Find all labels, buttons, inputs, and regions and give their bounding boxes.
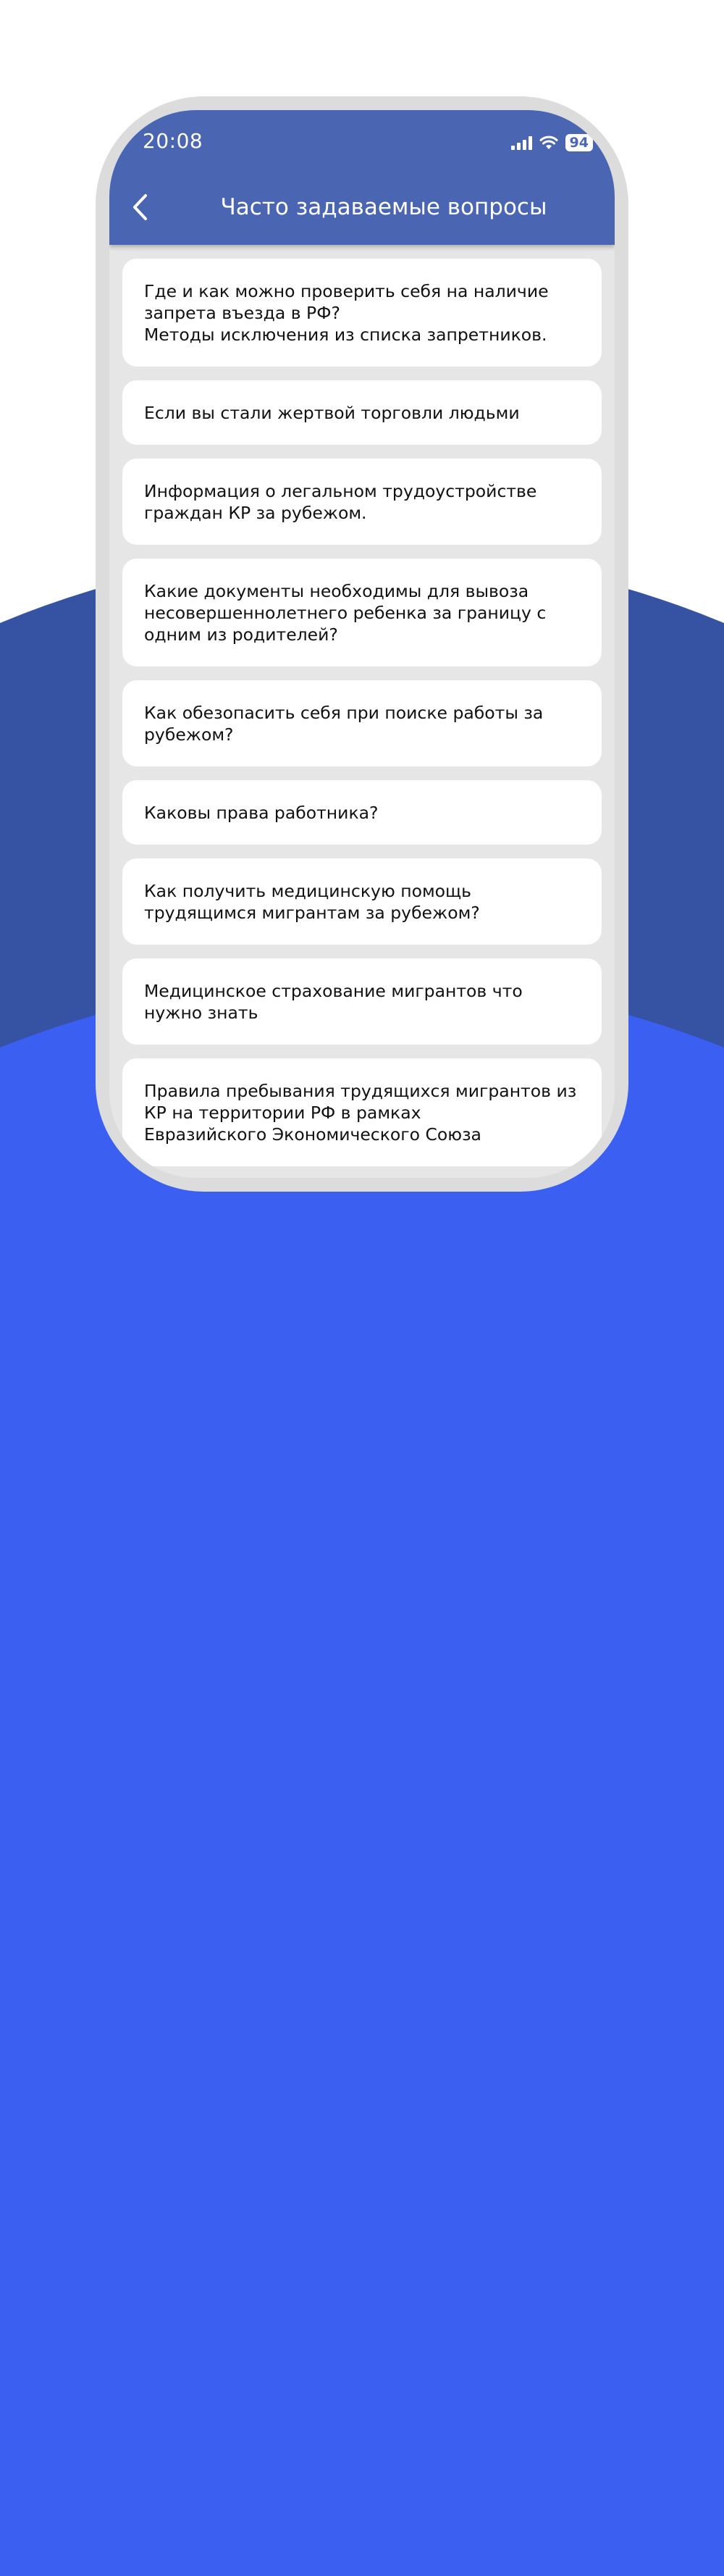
back-button[interactable] xyxy=(125,191,154,223)
faq-item[interactable]: Как получить медицинскую помощь трудящимся мигрантам за рубежом? xyxy=(122,858,602,945)
faq-item[interactable]: Каковы права работника? xyxy=(122,780,602,845)
status-time: 20:08 xyxy=(143,129,203,153)
faq-item[interactable]: Если вы стали жертвой торговли людьми xyxy=(122,380,602,445)
app-bar xyxy=(109,110,615,245)
faq-list xyxy=(122,259,602,1178)
battery-icon: 94 xyxy=(565,134,593,151)
faq-item[interactable]: Как обезопасить себя при поиске работы за рубежом? xyxy=(122,680,602,766)
wifi-icon xyxy=(539,135,558,150)
signal-icon xyxy=(511,135,532,150)
faq-item[interactable]: Информация о легальном трудоустройстве граждан КР за рубежом. xyxy=(122,459,602,545)
faq-item[interactable]: Правила пребывания трудящихся мигрантов из КР на территории РФ в рамках Евразийского Экономического Союза xyxy=(122,1058,602,1166)
phone-screen xyxy=(109,110,615,1178)
faq-item[interactable]: Медицинское страхование мигрантов что нужно знать xyxy=(122,958,602,1045)
chevron-left-icon xyxy=(130,193,149,222)
background-circle-bright xyxy=(0,978,724,2576)
faq-item[interactable]: Какие документы необходимы для вывоза несовершеннолетнего ребенка за границу с одним из родителей? xyxy=(122,559,602,666)
page-title: Часто задаваемые вопросы xyxy=(220,194,547,220)
status-icons xyxy=(511,132,593,154)
faq-item[interactable]: Где и как можно проверить себя на наличие запрета въезда в РФ? Методы исключения из списка запретников. xyxy=(122,259,602,367)
